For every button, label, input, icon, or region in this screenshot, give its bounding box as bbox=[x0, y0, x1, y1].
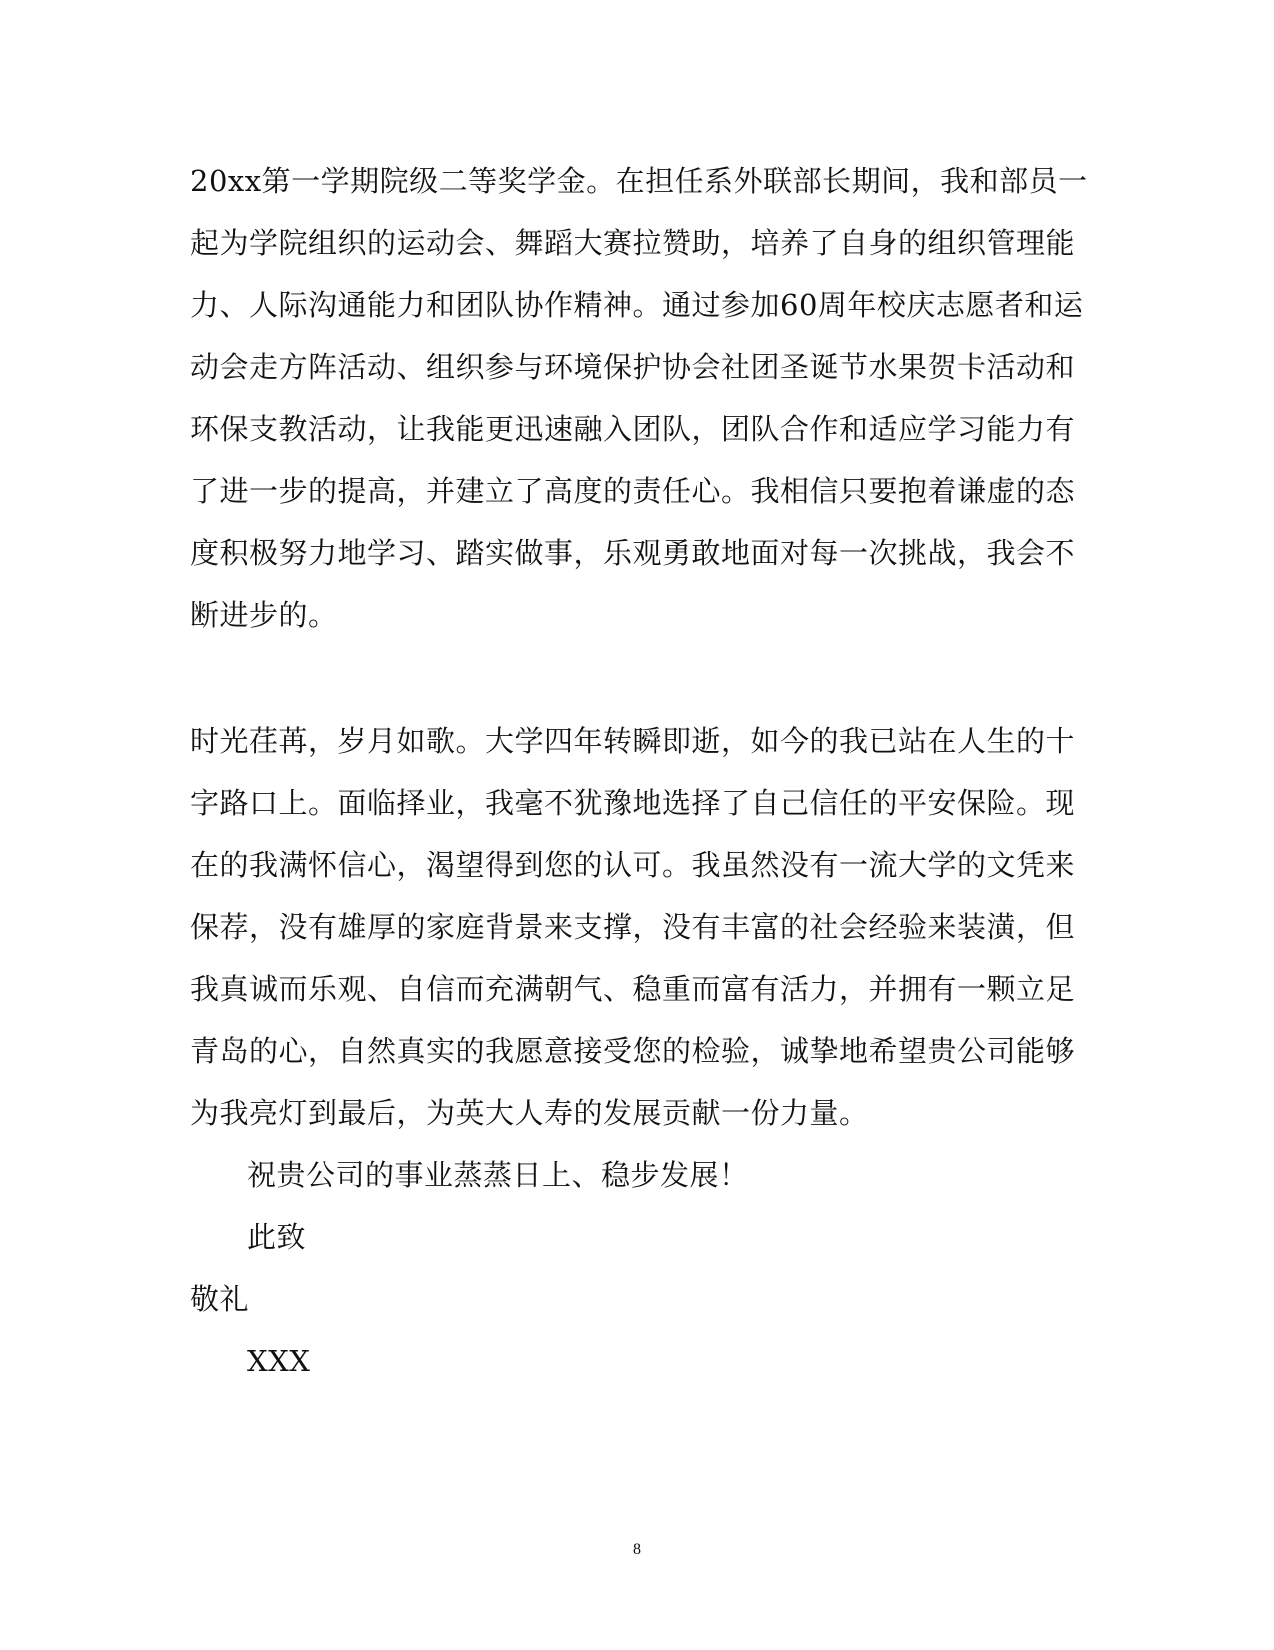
paragraph2-line-2: 字路口上。面临择业，我毫不犹豫地选择了自己信任的平安保险。现 bbox=[190, 786, 1076, 820]
closing-salutation-1: 此致 bbox=[247, 1220, 307, 1254]
signature: XXX bbox=[247, 1344, 311, 1378]
paragraph2-line-7: 为我亮灯到最后，为英大人寿的发展贡献一份力量。 bbox=[190, 1096, 869, 1130]
closing-salutation-2: 敬礼 bbox=[190, 1282, 250, 1316]
paragraph1-line-3: 力、人际沟通能力和团队协作精神。通过参加60周年校庆志愿者和运 bbox=[190, 288, 1084, 322]
paragraph2-line-1: 时光荏苒，岁月如歌。大学四年转瞬即逝，如今的我已站在人生的十 bbox=[190, 724, 1076, 758]
paragraph1-line-4: 动会走方阵活动、组织参与环境保护协会社团圣诞节水果贺卡活动和 bbox=[190, 350, 1076, 384]
paragraph2-line-6: 青岛的心，自然真实的我愿意接受您的检验，诚挚地希望贵公司能够 bbox=[190, 1034, 1076, 1068]
paragraph2-line-5: 我真诚而乐观、自信而充满朝气、稳重而富有活力，并拥有一颗立足 bbox=[190, 972, 1076, 1006]
closing-wish: 祝贵公司的事业蒸蒸日上、稳步发展！ bbox=[247, 1158, 749, 1192]
paragraph2-line-3: 在的我满怀信心，渴望得到您的认可。我虽然没有一流大学的文凭来 bbox=[190, 848, 1076, 882]
paragraph1-line-1: 20xx第一学期院级二等奖学金。在担任系外联部长期间，我和部员一 bbox=[190, 164, 1088, 198]
paragraph1-line-6: 了进一步的提高，并建立了高度的责任心。我相信只要抱着谦虚的态 bbox=[190, 474, 1076, 508]
paragraph1-line-7: 度积极努力地学习、踏实做事，乐观勇敢地面对每一次挑战，我会不 bbox=[190, 536, 1076, 570]
paragraph1-line-5: 环保支教活动，让我能更迅速融入团队，团队合作和适应学习能力有 bbox=[190, 412, 1076, 446]
paragraph2-line-4: 保荐，没有雄厚的家庭背景来支撑，没有丰富的社会经验来装潢，但 bbox=[190, 910, 1076, 944]
paragraph1-line-8: 断进步的。 bbox=[190, 598, 338, 632]
paragraph1-line-2: 起为学院组织的运动会、舞蹈大赛拉赞助，培养了自身的组织管理能 bbox=[190, 226, 1076, 260]
page-number: 8 bbox=[633, 1541, 641, 1558]
